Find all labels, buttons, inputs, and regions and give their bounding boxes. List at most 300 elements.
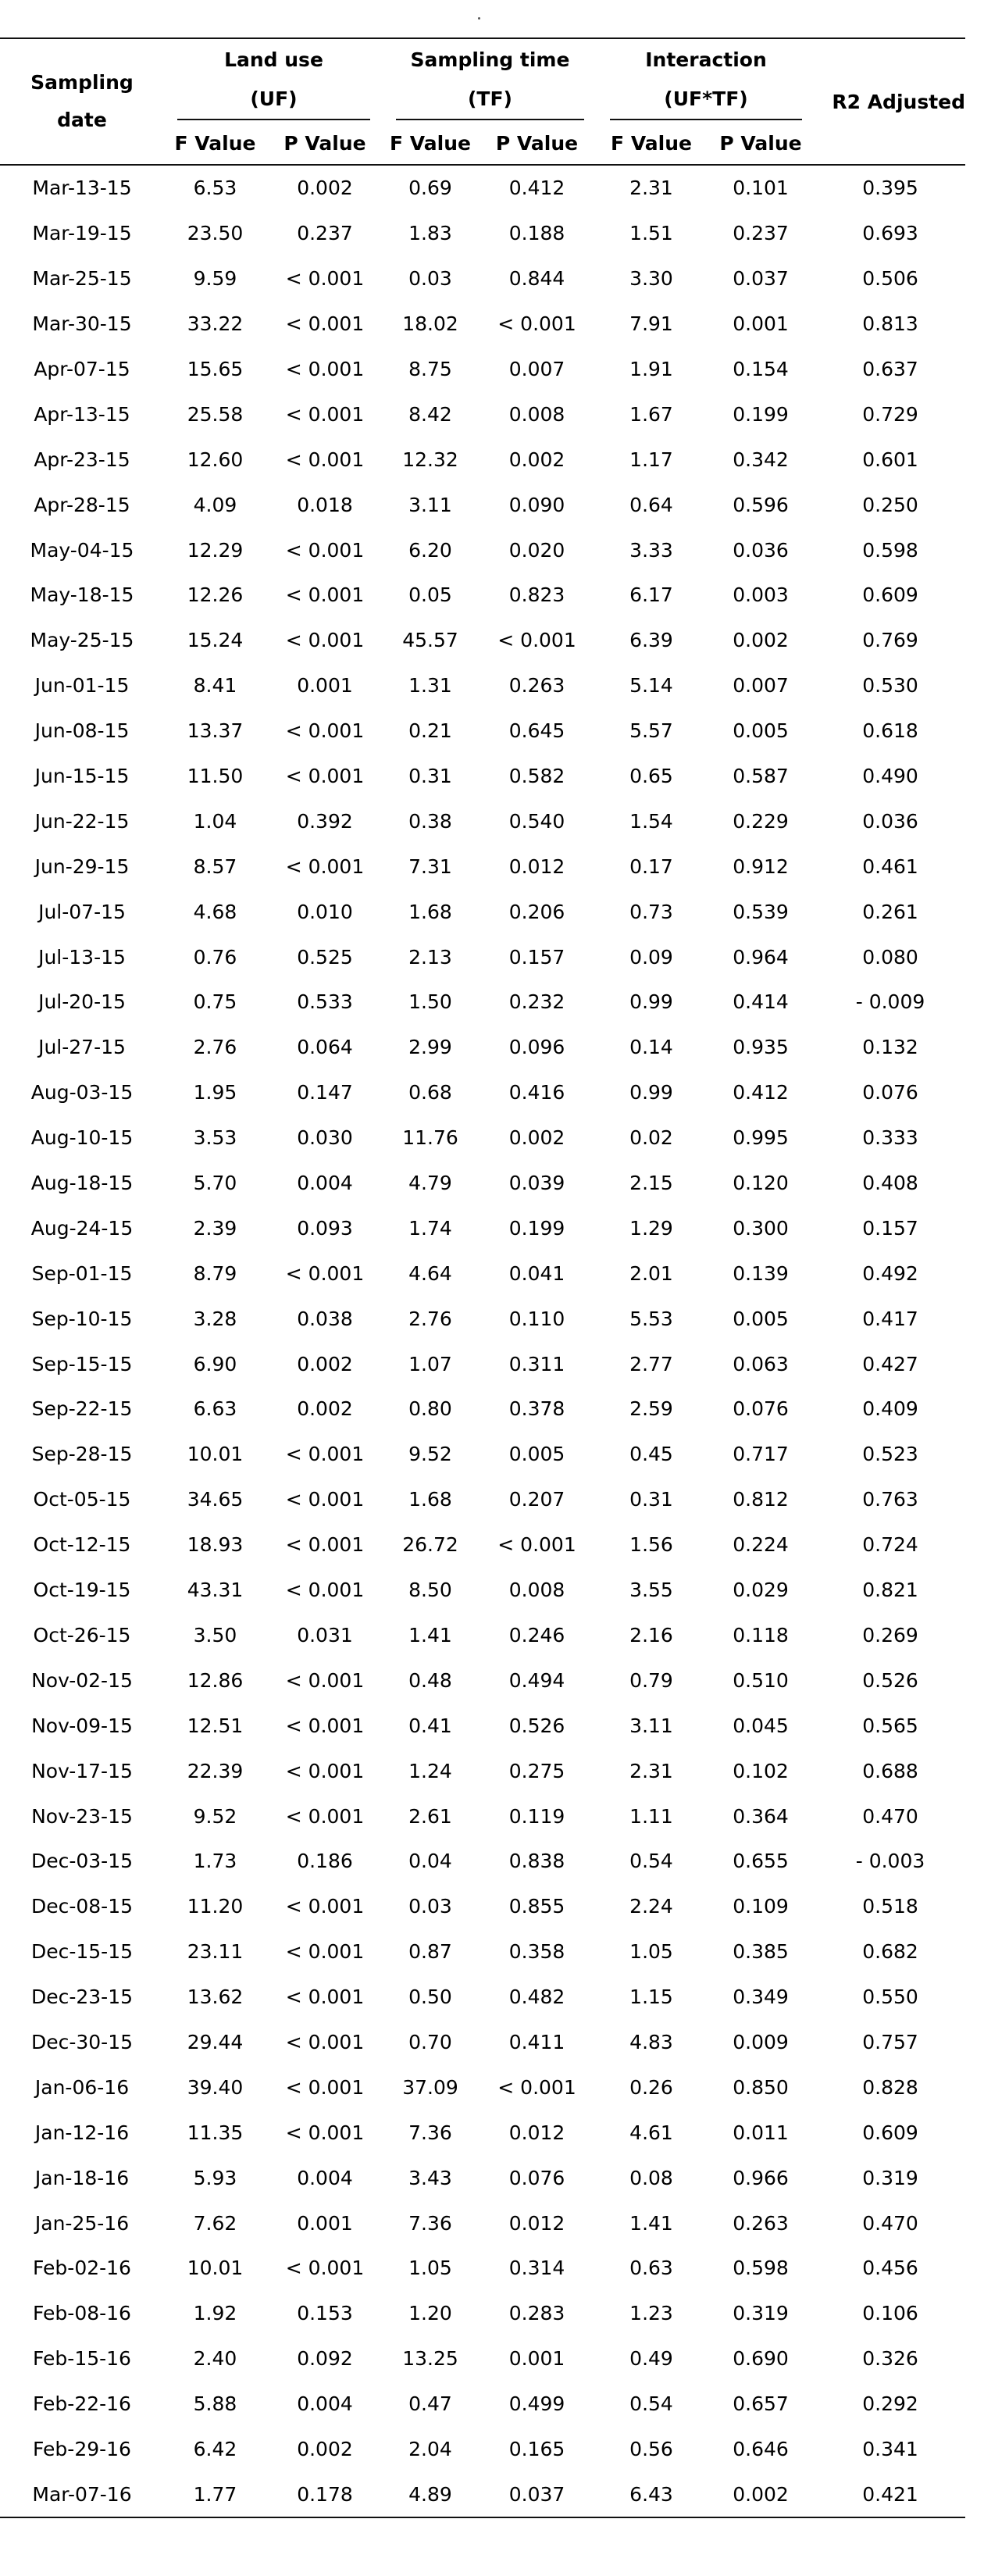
land-use-f-value-cell: 1.04	[193, 809, 237, 833]
land-use-p-value-cell: < 0.001	[285, 402, 365, 426]
land-use-f-value-cell: 13.37	[187, 719, 244, 743]
land-use-p-value-cell: < 0.001	[285, 267, 365, 291]
land-use-p-value-cell: 0.031	[297, 1623, 353, 1647]
land-use-f-value-cell: 8.79	[193, 1261, 237, 1285]
sampling-time-p-value-cell: 0.199	[508, 1216, 565, 1240]
sampling-time-p-value-cell: 0.110	[508, 1307, 565, 1330]
interaction-f-value-cell: 7.91	[629, 312, 673, 336]
interaction-f-value-cell: 1.91	[629, 358, 673, 380]
sampling-time-f-value-cell: 8.50	[408, 1579, 452, 1602]
sampling-time-f-value-cell: 8.42	[408, 402, 452, 426]
interaction-p-value-cell: 0.995	[733, 1126, 789, 1150]
table-row	[0, 437, 965, 482]
sampling-time-p-value-cell: < 0.001	[497, 2075, 576, 2099]
sampling-time-f-value-cell: 2.13	[408, 945, 452, 969]
interaction-p-value-cell: 0.587	[733, 765, 789, 788]
table-row	[0, 1748, 965, 1793]
land-use-f-value-cell: 3.50	[193, 1623, 237, 1647]
land-use-f-value-cell: 5.88	[193, 2392, 237, 2416]
sampling-time-p-value-cell: < 0.001	[497, 1533, 576, 1557]
land-use-p-value-cell: 0.092	[297, 2347, 353, 2371]
interaction-p-value-cell: 0.045	[733, 1714, 789, 1737]
r2-adjusted-cell: 0.106	[862, 2302, 918, 2325]
land-use-f-value-cell: 9.52	[193, 1804, 237, 1828]
r2-adjusted-cell: 0.523	[862, 1443, 918, 1466]
interaction-p-value-cell: 0.364	[733, 1804, 789, 1828]
interaction-f-value-cell: 3.30	[629, 267, 673, 291]
header-land-use	[164, 38, 383, 122]
land-use-p-value-cell: < 0.001	[285, 2257, 365, 2280]
sampling-date-cell: Sep-15-15	[31, 1352, 133, 1375]
r2-adjusted-cell: 0.763	[862, 1488, 918, 1511]
land-use-p-value-cell: < 0.001	[285, 1261, 365, 1285]
land-use-f-value-cell: 10.01	[187, 1443, 244, 1466]
sampling-date-cell: Jul-20-15	[38, 990, 126, 1014]
sampling-time-f-value-cell: 2.99	[408, 1036, 452, 1059]
sampling-date-cell: Jun-29-15	[34, 855, 130, 878]
r2-adjusted-cell: 0.417	[862, 1307, 918, 1330]
land-use-f-value-cell: 10.01	[187, 2257, 244, 2280]
land-use-p-value-cell: < 0.001	[285, 629, 365, 652]
land-use-f-value-cell: 4.68	[193, 900, 237, 923]
header-sampling-time-f-value: F Value	[383, 122, 477, 165]
land-use-f-value-cell: 6.42	[193, 2437, 237, 2460]
table-row	[0, 1025, 965, 1070]
table-row	[0, 934, 965, 979]
r2-adjusted-cell: 0.333	[862, 1126, 918, 1150]
r2-adjusted-cell: 0.693	[862, 222, 918, 245]
sampling-time-p-value-cell: 0.499	[508, 2392, 565, 2416]
interaction-p-value-cell: 0.139	[733, 1261, 789, 1285]
r2-adjusted-cell: 0.470	[862, 1804, 918, 1828]
land-use-p-value-cell: < 0.001	[285, 1759, 365, 1782]
land-use-f-value-cell: 1.92	[193, 2302, 237, 2325]
sampling-time-f-value-cell: 2.76	[408, 1307, 452, 1330]
interaction-f-value-cell: 6.43	[597, 2471, 706, 2517]
sampling-time-p-value-cell: 0.090	[508, 493, 565, 516]
sampling-time-f-value-cell: 4.64	[408, 1261, 452, 1285]
interaction-p-value-cell: 0.414	[733, 990, 789, 1014]
sampling-date-cell: Aug-18-15	[30, 1172, 134, 1195]
header-interaction-label: Interaction	[645, 48, 767, 71]
interaction-f-value-cell: 1.11	[629, 1804, 673, 1828]
sampling-date-cell: Dec-30-15	[30, 2030, 134, 2053]
header-interaction-p-value: P Value	[706, 122, 815, 165]
land-use-f-value-cell: 2.39	[193, 1216, 237, 1240]
land-use-p-value-cell: < 0.001	[285, 583, 365, 607]
sampling-time-p-value-cell: 0.001	[508, 2347, 565, 2371]
land-use-p-value-cell: 0.004	[297, 2166, 353, 2189]
interaction-p-value-cell: 0.319	[733, 2302, 789, 2325]
interaction-p-value-cell: 0.263	[733, 2211, 789, 2235]
land-use-p-value-cell: < 0.001	[285, 1804, 365, 1828]
header-sampling-time-p-value: P Value	[477, 122, 597, 165]
table-row	[0, 2110, 965, 2155]
sampling-time-f-value-cell: 1.20	[408, 2302, 452, 2325]
land-use-p-value-cell: < 0.001	[285, 1579, 365, 1602]
sampling-time-p-value-cell: 0.314	[508, 2257, 565, 2280]
sampling-date-cell: Jun-01-15	[34, 674, 130, 698]
interaction-f-value-cell: 4.61	[629, 2121, 673, 2144]
header-sampling-date-label: Sampling date	[30, 71, 134, 131]
r2-adjusted-cell: 0.618	[862, 719, 918, 743]
land-use-p-value-cell: < 0.001	[285, 719, 365, 743]
sampling-time-f-value-cell: 3.43	[408, 2166, 452, 2189]
table-row	[0, 2200, 965, 2246]
sampling-date-cell: Jul-07-15	[38, 900, 126, 923]
land-use-f-value-cell: 15.65	[187, 358, 244, 380]
sampling-time-f-value-cell: 9.52	[408, 1443, 452, 1466]
sampling-time-f-value-cell: 7.31	[408, 855, 452, 878]
land-use-p-value-cell: 0.525	[297, 945, 353, 969]
header-land-use-f-value: F Value	[164, 122, 266, 165]
sampling-time-p-value-cell: 0.007	[508, 358, 565, 380]
r2-adjusted-cell: 0.724	[862, 1533, 918, 1557]
sampling-date-cell: Oct-19-15	[33, 1579, 131, 1602]
sampling-time-p-value-cell: 0.540	[508, 809, 565, 833]
r2-adjusted-cell: 0.821	[862, 1579, 918, 1602]
table-header	[0, 38, 965, 165]
sampling-time-f-value-cell: 12.32	[402, 448, 458, 471]
sampling-time-f-value-cell: 2.61	[408, 1804, 452, 1828]
interaction-f-value-cell: 0.45	[629, 1443, 673, 1466]
interaction-p-value-cell: 0.342	[733, 448, 789, 471]
land-use-p-value-cell: < 0.001	[285, 1443, 365, 1466]
interaction-p-value-cell: 0.229	[733, 809, 789, 833]
interaction-p-value-cell: 0.657	[733, 2392, 789, 2416]
land-use-f-value-cell: 22.39	[187, 1759, 244, 1782]
sampling-time-p-value-cell: 0.188	[508, 222, 565, 245]
sampling-time-f-value-cell: 0.87	[408, 1940, 452, 1964]
land-use-f-value-cell: 23.50	[187, 222, 244, 245]
land-use-f-value-cell: 12.86	[187, 1668, 244, 1692]
table-row	[0, 1251, 965, 1296]
sampling-date-cell: Sep-28-15	[31, 1443, 133, 1466]
r2-adjusted-cell: 0.601	[862, 448, 918, 471]
sampling-time-p-value-cell: 0.008	[508, 402, 565, 426]
sampling-time-f-value-cell: 0.21	[408, 719, 452, 743]
interaction-f-value-cell: 3.11	[629, 1714, 673, 1737]
land-use-f-value-cell: 5.70	[193, 1172, 237, 1195]
sampling-time-f-value-cell: 1.05	[408, 2257, 452, 2280]
interaction-f-value-cell: 0.65	[629, 765, 673, 788]
r2-adjusted-cell: 0.319	[862, 2166, 918, 2189]
sampling-time-f-value-cell: 37.09	[402, 2075, 458, 2099]
interaction-p-value-cell: 0.349	[733, 1986, 789, 2009]
sampling-time-f-value-cell: 0.03	[408, 1895, 452, 1918]
interaction-p-value-cell: 0.646	[733, 2437, 789, 2460]
table-row	[0, 1929, 965, 1975]
interaction-f-value-cell: 0.09	[629, 945, 673, 969]
r2-adjusted-cell: 0.395	[862, 177, 918, 200]
sampling-time-p-value-cell: 0.494	[508, 1668, 565, 1692]
sampling-time-p-value-cell: 0.582	[508, 765, 565, 788]
land-use-f-value-cell: 6.90	[193, 1352, 237, 1375]
interaction-f-value-cell: 0.99	[629, 990, 673, 1014]
interaction-p-value-cell: 0.966	[733, 2166, 789, 2189]
sampling-date-cell: Oct-12-15	[33, 1533, 131, 1557]
interaction-p-value-cell: 0.120	[733, 1172, 789, 1195]
sampling-date-cell: Nov-23-15	[31, 1804, 133, 1828]
table-row	[0, 1884, 965, 1929]
sampling-time-f-value-cell: 1.41	[408, 1623, 452, 1647]
header-r2-adjusted	[815, 38, 965, 165]
sampling-date-cell: Feb-02-16	[33, 2257, 131, 2280]
land-use-p-value-cell: 0.002	[297, 1397, 353, 1421]
sampling-time-p-value-cell: 0.005	[508, 1443, 565, 1466]
sampling-date-cell: Jan-25-16	[34, 2211, 130, 2235]
land-use-p-value-cell: 0.178	[266, 2471, 383, 2517]
sampling-time-p-value-cell: 0.008	[508, 1579, 565, 1602]
land-use-p-value-cell: < 0.001	[285, 358, 365, 380]
land-use-f-value-cell: 29.44	[187, 2030, 244, 2053]
interaction-p-value-cell: 0.964	[733, 945, 789, 969]
land-use-p-value-cell: 0.147	[297, 1081, 353, 1104]
table-row	[0, 1386, 965, 1432]
sampling-date-cell: Dec-15-15	[30, 1940, 134, 1964]
land-use-p-value-cell: < 0.001	[285, 1895, 365, 1918]
land-use-f-value-cell: 11.35	[187, 2121, 244, 2144]
interaction-p-value-cell: 0.063	[733, 1352, 789, 1375]
sampling-time-f-value-cell: 4.89	[383, 2471, 477, 2517]
header-row-groups	[0, 38, 965, 122]
sampling-time-f-value-cell: 1.50	[408, 990, 452, 1014]
sampling-time-p-value-cell: 0.823	[508, 583, 565, 607]
sampling-date-cell: Nov-17-15	[31, 1759, 133, 1782]
sampling-date-cell: Aug-03-15	[30, 1081, 134, 1104]
sampling-time-f-value-cell: 26.72	[402, 1533, 458, 1557]
land-use-f-value-cell: 8.57	[193, 855, 237, 878]
interaction-f-value-cell: 1.29	[629, 1216, 673, 1240]
interaction-p-value-cell: 0.001	[733, 312, 789, 336]
table-row	[0, 1296, 965, 1341]
sampling-time-p-value-cell: 0.378	[508, 1397, 565, 1421]
sampling-date-cell: Sep-10-15	[31, 1307, 133, 1330]
interaction-f-value-cell: 0.54	[629, 2392, 673, 2416]
r2-adjusted-cell: 0.036	[862, 809, 918, 833]
table-row	[0, 2427, 965, 2472]
interaction-p-value-cell: 0.007	[733, 674, 789, 698]
land-use-p-value-cell: 0.018	[297, 493, 353, 516]
land-use-p-value-cell: 0.237	[297, 222, 353, 245]
sampling-time-p-value-cell: 0.482	[508, 1986, 565, 2009]
interaction-f-value-cell: 5.57	[629, 719, 673, 743]
r2-adjusted-cell: 0.409	[862, 1397, 918, 1421]
table-row	[0, 1477, 965, 1522]
sampling-time-p-value-cell: 0.855	[508, 1895, 565, 1918]
interaction-p-value-cell: 0.510	[733, 1668, 789, 1692]
interaction-f-value-cell: 5.14	[629, 674, 673, 698]
sampling-time-p-value-cell: 0.412	[508, 177, 565, 200]
sampling-date-cell: Oct-05-15	[33, 1488, 131, 1511]
land-use-f-value-cell: 2.76	[193, 1036, 237, 1059]
land-use-f-value-cell: 1.77	[164, 2471, 266, 2517]
table-row	[0, 1703, 965, 1748]
r2-adjusted-cell: 0.565	[862, 1714, 918, 1737]
table-row	[0, 1657, 965, 1703]
interaction-p-value-cell: 0.076	[733, 1397, 789, 1421]
land-use-p-value-cell: < 0.001	[285, 448, 365, 471]
table-row	[0, 1432, 965, 1477]
sampling-time-f-value-cell: 3.11	[408, 493, 452, 516]
interaction-p-value-cell: 0.009	[733, 2030, 789, 2053]
r2-adjusted-cell: 0.461	[862, 855, 918, 878]
land-use-f-value-cell: 11.20	[187, 1895, 244, 1918]
sampling-time-f-value-cell: 1.68	[408, 1488, 452, 1511]
table-row	[0, 1341, 965, 1386]
table-row	[0, 1070, 965, 1115]
interaction-f-value-cell: 0.31	[629, 1488, 673, 1511]
land-use-p-value-cell: 0.001	[297, 674, 353, 698]
land-use-f-value-cell: 12.60	[187, 448, 244, 471]
table-row	[0, 1568, 965, 1613]
anova-results-table	[0, 37, 965, 2518]
table-row	[0, 1161, 965, 1206]
sampling-date-cell: Mar-30-15	[32, 312, 132, 336]
interaction-p-value-cell: 0.850	[733, 2075, 789, 2099]
interaction-f-value-cell: 0.49	[629, 2347, 673, 2371]
interaction-f-value-cell: 2.77	[629, 1352, 673, 1375]
sampling-time-f-value-cell: 0.48	[408, 1668, 452, 1692]
interaction-f-value-cell: 1.15	[629, 1986, 673, 2009]
table-row	[0, 2471, 965, 2517]
interaction-f-value-cell: 1.23	[629, 2302, 673, 2325]
table-row	[0, 2020, 965, 2065]
r2-adjusted-cell: 0.427	[862, 1352, 918, 1375]
interaction-f-value-cell: 2.31	[629, 1759, 673, 1782]
interaction-f-value-cell: 0.79	[629, 1668, 673, 1692]
sampling-time-p-value-cell: 0.263	[508, 674, 565, 698]
sampling-time-f-value-cell: 4.79	[408, 1172, 452, 1195]
sampling-time-f-value-cell: 7.36	[408, 2121, 452, 2144]
sampling-date-cell: Aug-10-15	[30, 1126, 134, 1150]
table-row	[0, 527, 965, 573]
table-row	[0, 2382, 965, 2427]
table-row	[0, 754, 965, 799]
land-use-f-value-cell: 5.93	[193, 2166, 237, 2189]
land-use-f-value-cell: 12.29	[187, 538, 244, 562]
r2-adjusted-cell: 0.132	[862, 1036, 918, 1059]
interaction-f-value-cell: 0.73	[629, 900, 673, 923]
land-use-f-value-cell: 18.93	[187, 1533, 244, 1557]
sampling-time-p-value-cell: 0.119	[508, 1804, 565, 1828]
interaction-f-value-cell: 1.51	[629, 222, 673, 245]
interaction-f-value-cell: 1.41	[629, 2211, 673, 2235]
land-use-f-value-cell: 12.51	[187, 1714, 244, 1737]
interaction-p-value-cell: 0.102	[733, 1759, 789, 1782]
sampling-time-p-value-cell: 0.358	[508, 1940, 565, 1964]
interaction-f-value-cell: 0.26	[629, 2075, 673, 2099]
table-row	[0, 1839, 965, 1884]
land-use-f-value-cell: 23.11	[187, 1940, 244, 1964]
sampling-time-p-value-cell: 0.246	[508, 1623, 565, 1647]
sampling-time-p-value-cell: 0.207	[508, 1488, 565, 1511]
interaction-f-value-cell: 0.17	[629, 855, 673, 878]
land-use-f-value-cell: 1.95	[193, 1081, 237, 1104]
land-use-p-value-cell: < 0.001	[285, 1714, 365, 1737]
sampling-time-p-value-cell: 0.526	[508, 1714, 565, 1737]
land-use-f-value-cell: 7.62	[193, 2211, 237, 2235]
r2-adjusted-cell: 0.506	[862, 267, 918, 291]
interaction-p-value-cell: 0.101	[733, 177, 789, 200]
land-use-f-value-cell: 4.09	[193, 493, 237, 516]
r2-adjusted-cell: 0.490	[862, 765, 918, 788]
sampling-time-p-value-cell: 0.411	[508, 2030, 565, 2053]
land-use-f-value-cell: 13.62	[187, 1986, 244, 2009]
land-use-f-value-cell: 6.53	[193, 177, 237, 200]
sampling-date-cell: Feb-15-16	[33, 2347, 131, 2371]
table-row	[0, 618, 965, 663]
sampling-time-f-value-cell: 1.24	[408, 1759, 452, 1782]
header-interaction	[597, 38, 815, 122]
table-row	[0, 889, 965, 934]
table-row	[0, 1975, 965, 2020]
interaction-p-value-cell: 0.690	[733, 2347, 789, 2371]
land-use-p-value-cell: < 0.001	[285, 1668, 365, 1692]
sampling-time-f-value-cell: 1.31	[408, 674, 452, 698]
r2-adjusted-cell: 0.688	[862, 1759, 918, 1782]
sampling-time-p-value-cell: 0.283	[508, 2302, 565, 2325]
interaction-f-value-cell: 1.67	[629, 402, 673, 426]
table-row	[0, 2155, 965, 2200]
land-use-f-value-cell: 2.40	[193, 2347, 237, 2371]
sampling-time-f-value-cell: 1.07	[408, 1352, 452, 1375]
sampling-date-cell: May-25-15	[30, 629, 134, 652]
sampling-time-p-value-cell: 0.037	[477, 2471, 597, 2517]
sampling-time-p-value-cell: 0.844	[508, 267, 565, 291]
r2-adjusted-cell: 0.530	[862, 674, 918, 698]
interaction-f-value-cell: 0.99	[629, 1081, 673, 1104]
header-sampling-time-code: (TF)	[468, 87, 512, 110]
sampling-date-cell: May-04-15	[30, 538, 134, 562]
r2-adjusted-cell: 0.326	[862, 2347, 918, 2371]
sampling-date-cell: Mar-25-15	[32, 267, 132, 291]
land-use-f-value-cell: 0.75	[193, 990, 237, 1014]
sampling-date-cell: Aug-24-15	[30, 1216, 134, 1240]
land-use-p-value-cell: 0.038	[297, 1307, 353, 1330]
table-row	[0, 482, 965, 527]
sampling-date-cell: Jan-18-16	[34, 2166, 130, 2189]
sampling-time-f-value-cell: 13.25	[402, 2347, 458, 2371]
sampling-time-p-value-cell: 0.002	[508, 1126, 565, 1150]
table-row	[0, 1205, 965, 1251]
interaction-p-value-cell: 0.029	[733, 1579, 789, 1602]
sampling-time-f-value-cell: 0.38	[408, 809, 452, 833]
land-use-p-value-cell: 0.153	[297, 2302, 353, 2325]
table-body	[0, 165, 965, 2517]
land-use-p-value-cell: 0.004	[297, 1172, 353, 1195]
table-row	[0, 573, 965, 618]
table-row	[0, 2064, 965, 2110]
sampling-date-cell: Apr-07-15	[34, 358, 130, 380]
sampling-date-cell: Jan-12-16	[34, 2121, 130, 2144]
sampling-time-p-value-cell: 0.838	[508, 1850, 565, 1873]
interaction-p-value-cell: 0.118	[733, 1623, 789, 1647]
land-use-p-value-cell: < 0.001	[285, 538, 365, 562]
land-use-p-value-cell: 0.002	[297, 2437, 353, 2460]
sampling-date-cell: Mar-07-16	[0, 2471, 164, 2517]
land-use-f-value-cell: 39.40	[187, 2075, 244, 2099]
sampling-date-cell: Jan-06-16	[34, 2075, 130, 2099]
sampling-time-f-value-cell: 0.47	[408, 2392, 452, 2416]
table-row	[0, 2336, 965, 2382]
interaction-p-value-cell: 0.385	[733, 1940, 789, 1964]
sampling-date-cell: Jun-15-15	[34, 765, 130, 788]
sampling-date-cell: May-18-15	[30, 583, 134, 607]
sampling-time-p-value-cell: 0.311	[508, 1352, 565, 1375]
land-use-f-value-cell: 0.76	[193, 945, 237, 969]
interaction-p-value-cell: 0.109	[733, 1895, 789, 1918]
